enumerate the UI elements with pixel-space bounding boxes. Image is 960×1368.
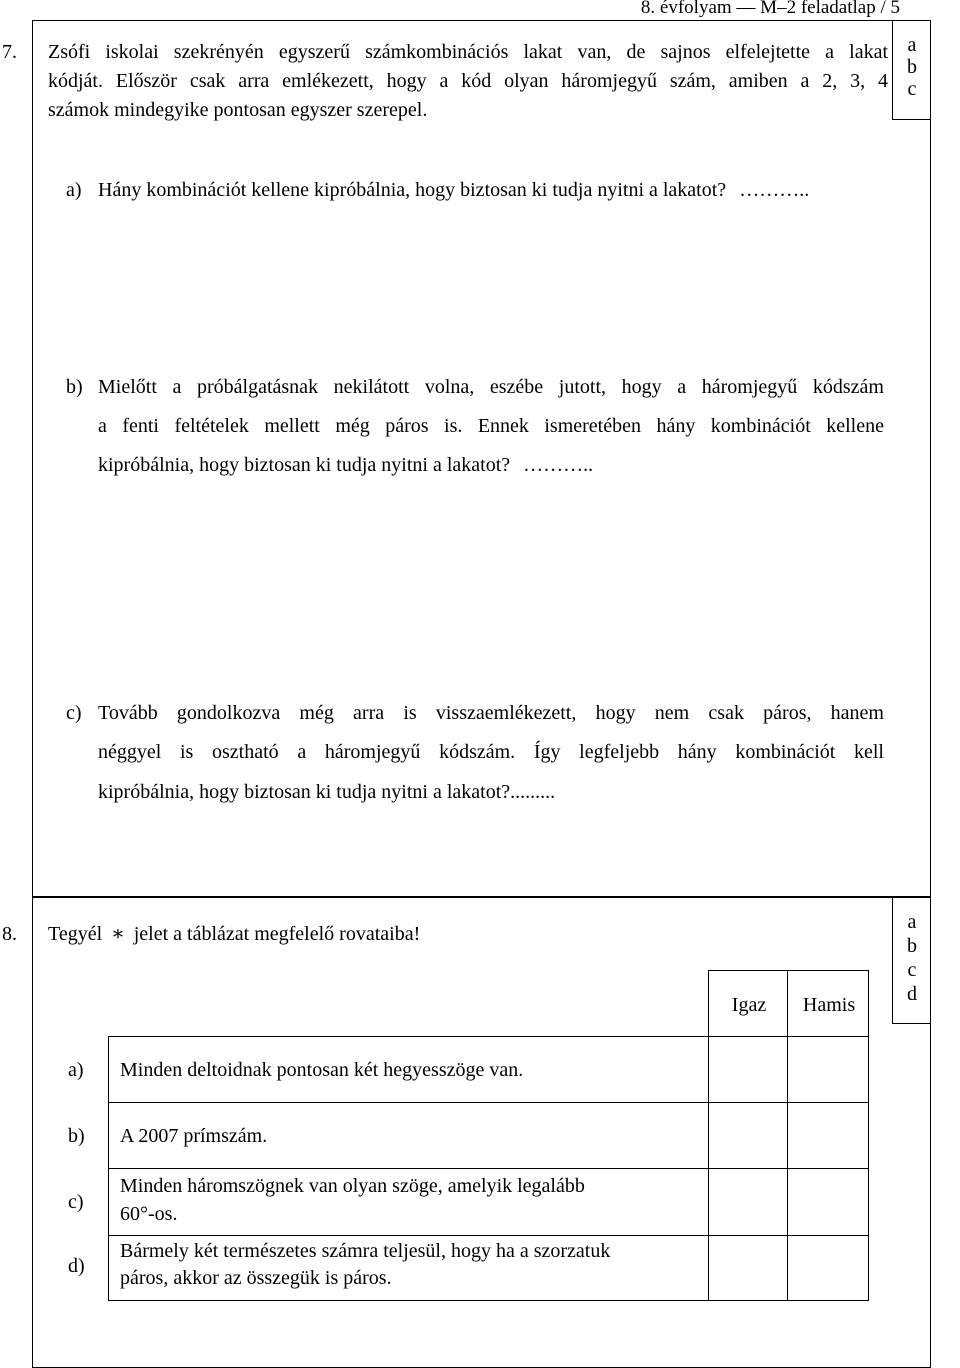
score-mark-c: c <box>907 959 917 981</box>
task7-number: 7. <box>2 41 17 63</box>
score-mark-b: b <box>907 56 917 78</box>
column-header-false <box>787 970 869 1037</box>
task7-part-b-label: b) <box>66 376 83 398</box>
task7-part-b-line-1: Mielőtt a próbálgatásnak nekilátott volna, eszébe jutott, hogy a háromjegyű kódszám <box>98 376 884 398</box>
score-mark-b: b <box>907 935 917 957</box>
row-c-statement-line-1: Minden háromszögnek van olyan szöge, amelyik legalább <box>120 1175 585 1197</box>
task8-instruction-after: jelet a táblázat megfelelő rovataiba! <box>133 923 421 945</box>
task7-part-b-answer-blank[interactable]: ……….. <box>523 454 594 476</box>
task8-score-marks <box>884 910 940 1006</box>
task7-part-a-question <box>98 178 809 202</box>
row-c-label: c) <box>68 1191 84 1213</box>
row-a-statement: Minden deltoidnak pontosan két hegyesszöge van. <box>120 1059 524 1081</box>
task7-part-c-line-3 <box>98 780 555 804</box>
task7-part-b-line-3 <box>98 453 593 477</box>
asterisk-icon: ∗ <box>111 923 125 945</box>
score-mark-a: a <box>907 34 917 56</box>
row-a-false-cell[interactable] <box>788 1037 868 1102</box>
row-d-label: d) <box>68 1255 85 1277</box>
task7-part-c-text-3: kipróbálnia, hogy biztosan ki tudja nyitni a lakatot? <box>98 781 511 803</box>
row-a-label: a) <box>68 1059 84 1081</box>
row-b-false-cell[interactable] <box>788 1103 868 1168</box>
row-c-statement-line-2: 60°-os. <box>120 1203 178 1225</box>
row-b-statement: A 2007 prímszám. <box>120 1125 268 1147</box>
row-d-statement-line-1: Bármely két természetes számra teljesül, hogy ha a szorzatuk <box>120 1240 611 1262</box>
task7-part-a-answer-blank[interactable]: ……….. <box>739 179 810 201</box>
task8-instruction-before: Tegyél <box>48 923 103 945</box>
score-mark-c: c <box>907 78 917 100</box>
column-header-true-label: Igaz <box>731 994 767 1016</box>
column-header-true <box>708 970 788 1037</box>
task7-part-c-line-1: Tovább gondolkozva még arra is visszaemlékezett, hogy nem csak páros, hanem <box>98 702 884 724</box>
row-d-true-cell[interactable] <box>709 1236 787 1300</box>
task7-part-c-line-2: néggyel is osztható a háromjegyű kódszám. Így legfeljebb hány kombinációt kell <box>98 741 884 763</box>
row-c-true-cell[interactable] <box>709 1169 787 1235</box>
score-mark-d: d <box>907 983 917 1005</box>
task7-intro-line-2: kódját. Először csak arra emlékezett, hogy a kód olyan háromjegyű szám, amiben a 2, 3, 4 <box>48 70 888 92</box>
task7-part-c-label: c) <box>66 702 82 724</box>
task8-instruction <box>48 922 420 946</box>
task7-part-a-text: Hány kombinációt kellene kipróbálnia, hogy biztosan ki tudja nyitni a lakatot? <box>98 179 727 201</box>
task7-score-marks <box>884 34 940 100</box>
task7-part-c-answer-blank[interactable]: ......... <box>510 781 556 803</box>
task7-intro-line-1: Zsófi iskolai szekrényén egyszerű számkombinációs lakat van, de sajnos elfelejtette a lakat <box>48 41 888 63</box>
task8-number: 8. <box>2 923 17 945</box>
task7-intro-line-3: számok mindegyike pontosan egyszer szerepel. <box>48 99 428 121</box>
score-mark-a: a <box>907 911 917 933</box>
task7-part-b-line-2: a fenti feltételek mellett még páros is. Ennek ismeretében hány kombinációt kellene <box>98 415 884 437</box>
row-d-statement-line-2: páros, akkor az összegük is páros. <box>120 1267 392 1289</box>
task7-part-a-label: a) <box>66 179 82 201</box>
column-header-false-label: Hamis <box>802 994 856 1016</box>
row-c-false-cell[interactable] <box>788 1169 868 1235</box>
row-b-true-cell[interactable] <box>709 1103 787 1168</box>
page-header: 8. évfolyam — M–2 feladatlap / 5 <box>640 0 900 18</box>
row-d-false-cell[interactable] <box>788 1236 868 1300</box>
task7-part-b-text-3: kipróbálnia, hogy biztosan ki tudja nyitni a lakatot? <box>98 454 511 476</box>
row-b-label: b) <box>68 1125 85 1147</box>
row-a-true-cell[interactable] <box>709 1037 787 1102</box>
